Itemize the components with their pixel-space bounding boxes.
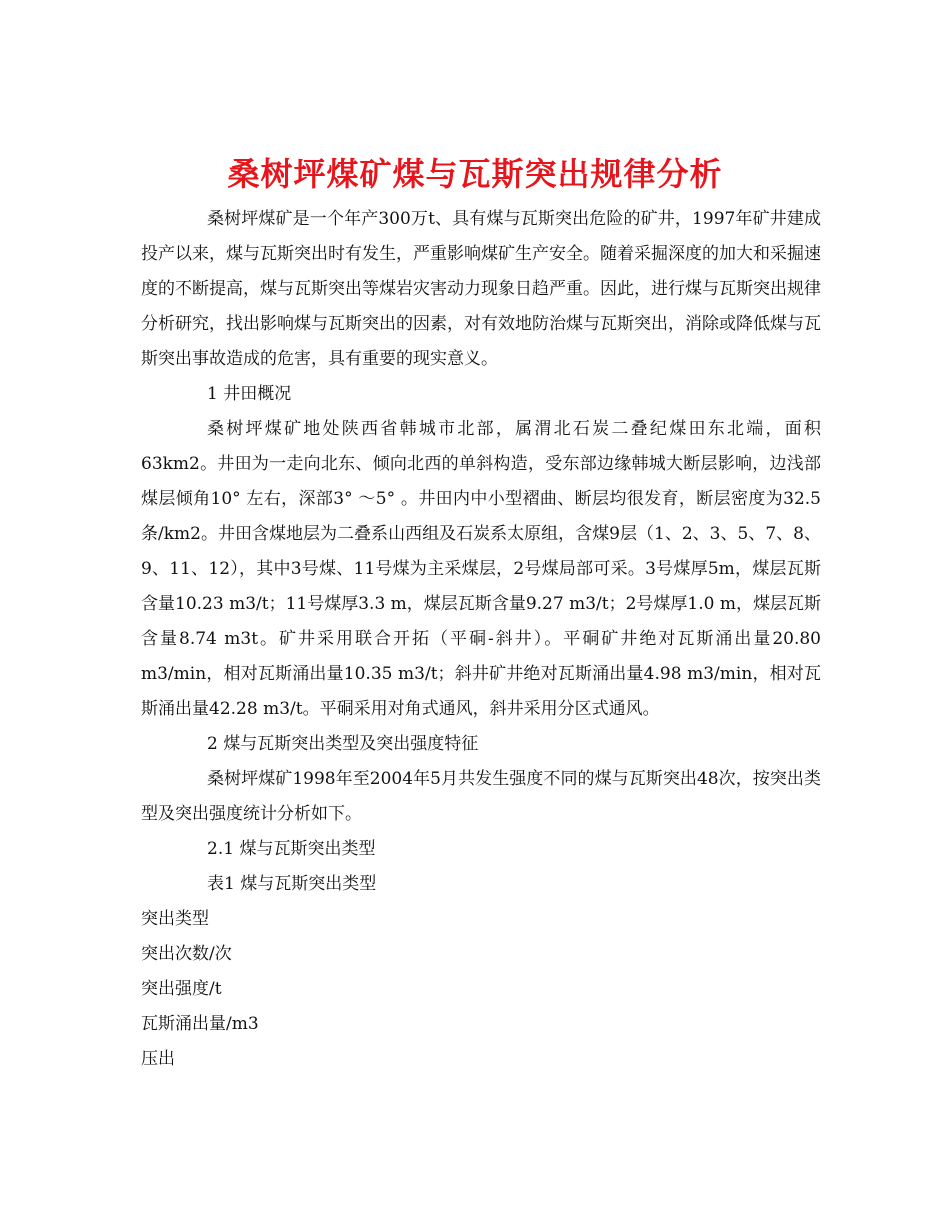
table-line: 突出强度/t (141, 979, 222, 999)
subsection-heading-2-1: 2.1 煤与瓦斯突出类型 (207, 839, 376, 859)
intro-paragraph: 桑树坪煤矿是一个年产300万t、具有煤与瓦斯突出危险的矿井，1997年矿井建成投产以来，煤与瓦斯突出时有发生，严重影响煤矿生产安全。随着采掘深度的加大和采掘速度的不断提高，煤与瓦斯突出等煤岩灾害动力现象日趋严重。因此，进行煤与瓦斯突出规律分析研究，找出影响煤与瓦斯突出的因素，对有效地防治煤与瓦斯突出，消除或降低煤与瓦斯突出事故造成的危害，具有重要的现实意义。 (141, 209, 821, 369)
outburst-summary-paragraph: 桑树坪煤矿1998年至2004年5月共发生强度不同的煤与瓦斯突出48次，按突出类型及突出强度统计分析如下。 (141, 769, 821, 824)
mine-overview-paragraph: 桑树坪煤矿地处陕西省韩城市北部，属渭北石炭二叠纪煤田东北端，面积63km2。井田为一走向北东、倾向北西的单斜构造，受东部边缘韩城大断层影响，边浅部煤层倾角10° 左右，深部3° ～5° 。井田内中小型褶曲、断层均很发育，断层密度为32.5条/km2。井田含煤地层为二叠系山西组及石炭系太原组，含煤9层（1、2、3、5、7、8、9、11、12），其中3号煤、11号煤为主采煤层，2号煤局部可采。3号煤厚5m，煤层瓦斯含量10.23 m3/t；11号煤厚3.3 m，煤层瓦斯含量9.27 m3/t；2号煤厚1.0 m，煤层瓦斯含量8.74 m3t。矿井采用联合开拓（平硐-斜井）。平硐矿井绝对瓦斯涌出量20.80 m3/min，相对瓦斯涌出量10.35 m3/t；斜井矿井绝对瓦斯涌出量4.98 m3/min，相对瓦斯涌出量42.28 m3/t。平硐采用对角式通风，斜井采用分区式通风。 (141, 419, 821, 719)
table-line: 突出次数/次 (141, 944, 232, 964)
document-body (141, 202, 821, 1077)
section-heading-2: 2 煤与瓦斯突出类型及突出强度特征 (207, 734, 479, 754)
document-title: 桑树坪煤矿煤与瓦斯突出规律分析 (227, 155, 723, 194)
table-line: 压出 (141, 1049, 175, 1069)
table-caption: 表1 煤与瓦斯突出类型 (207, 874, 377, 894)
table-line: 突出类型 (141, 909, 209, 929)
section-heading-1: 1 井田概况 (207, 384, 292, 404)
table-line: 瓦斯涌出量/m3 (141, 1014, 259, 1034)
